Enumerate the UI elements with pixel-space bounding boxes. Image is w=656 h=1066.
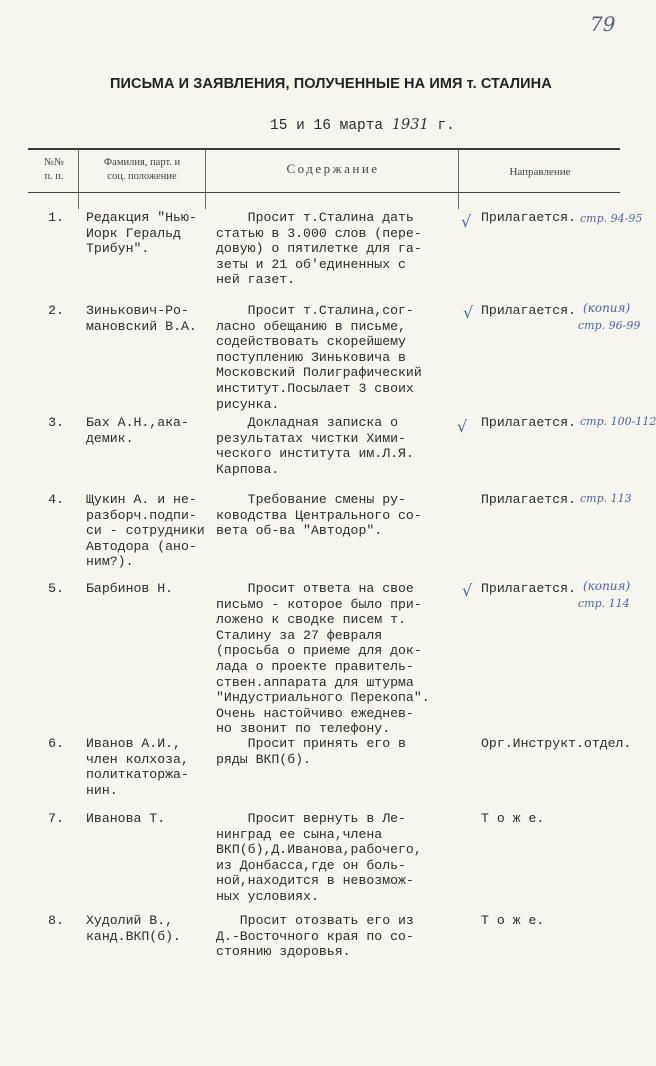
row-number: 2.: [48, 303, 64, 318]
column-divider: [78, 149, 79, 209]
row-name: Худолий В., канд.ВКП(б).: [86, 913, 181, 944]
row-name: Редакция "Нью- Иорк Геральд Трибун".: [86, 210, 197, 257]
row-content: Просит ответа на свое письмо - которое было при- ложено к сводке писем т. Сталину за 27 февраля (просьба о приеме для док- лада о проекте правитель- ствен.аппарата для штурма "Индустриального Перекопа". Очень настойчиво ежеднев- но звонит по телефону.: [216, 581, 430, 737]
row-direction: Орг.Инструкт.отдел.: [481, 736, 632, 751]
check-mark-icon: √: [463, 303, 474, 322]
page-ref-note: стр. 94-95: [580, 212, 643, 225]
table-header-rule: [28, 192, 620, 193]
row-direction: Прилагается.: [481, 581, 576, 596]
row-name: Барбинов Н.: [86, 581, 174, 596]
row-direction: Т о ж е.: [481, 913, 545, 928]
row-name: Зинькович-Ро- мановский В.А.: [86, 303, 197, 334]
table-top-rule: [28, 148, 620, 150]
header-content: Содержание: [286, 161, 380, 176]
page-ref-note: стр. 113: [580, 492, 632, 505]
row-name: Иванов А.И., член колхоза, политкаторжа- нин.: [86, 736, 189, 798]
document-date: [270, 117, 455, 134]
check-mark-icon: √: [461, 212, 472, 231]
archive-page-number: 79: [590, 12, 616, 36]
row-content: Просит т.Сталина дать статью в 3.000 слов (пере- довую) о пятилетке для га- зеты и 21 об'единенных с ней газет.: [216, 210, 422, 288]
document-title: ПИСЬМА И ЗАЯВЛЕНИЯ, ПОЛУЧЕННЫЕ НА ИМЯ т. СТАЛИНА: [110, 76, 552, 92]
page-ref-note: стр. 114: [578, 597, 630, 610]
row-number: 6.: [48, 736, 64, 751]
column-divider: [458, 149, 459, 209]
check-mark-icon: √: [457, 417, 468, 436]
row-name: Иванова Т.: [86, 811, 166, 826]
page-ref-note: стр. 96-99: [578, 319, 641, 332]
row-content: Просит отозвать его из Д.-Восточного края по со- стоянию здоровья.: [216, 913, 414, 960]
row-name: Щукин А. и не- разборч.подпи- си - сотрудники Автодора (ано- ним?).: [86, 492, 205, 570]
row-number: 4.: [48, 492, 64, 507]
page-ref-note: стр. 100-112: [580, 415, 656, 428]
row-content: Просит вернуть в Ле- нинград ее сына,члена ВКП(б),Д.Иванова,рабочего, из Донбасса,где он боль- ной,находится в невозмож- ных условиях.: [216, 811, 422, 904]
copy-note: (копия): [583, 579, 631, 593]
row-content: Докладная записка о результатах чистки Хими- ческого института им.Л.Я. Карпова.: [216, 415, 414, 477]
row-content: Просит т.Сталина,сог- ласно обещанию в письме, содействовать скорейшему поступлению Зиньковича в Московский Полиграфический институт.Посылает 3 своих рисунка.: [216, 303, 422, 412]
header-direction: Направление: [509, 166, 571, 178]
row-direction: Прилагается.: [481, 210, 576, 225]
row-direction: Прилагается.: [481, 492, 576, 507]
column-divider: [205, 149, 206, 209]
date-text: 15 и 16 марта: [270, 118, 384, 134]
date-suffix: г.: [437, 118, 455, 134]
row-direction: Т о ж е.: [481, 811, 545, 826]
row-number: 8.: [48, 913, 64, 928]
header-name: Фамилия, парт. и соц. положение: [103, 157, 181, 182]
row-number: 3.: [48, 415, 64, 430]
copy-note: (копия): [583, 301, 631, 315]
header-number: №№ п. п.: [43, 157, 65, 182]
date-year: 1931: [391, 117, 429, 133]
row-content: Требование смены ру- ководства Центрального со- вета об-ва "Автодор".: [216, 492, 422, 539]
row-number: 7.: [48, 811, 64, 826]
row-direction: Прилагается.: [481, 415, 576, 430]
row-direction: Прилагается.: [481, 303, 576, 318]
row-number: 5.: [48, 581, 64, 596]
row-name: Бах А.Н.,ака- демик.: [86, 415, 189, 446]
row-content: Просит принять его в ряды ВКП(б).: [216, 736, 406, 767]
check-mark-icon: √: [462, 581, 473, 600]
row-number: 1.: [48, 210, 64, 225]
